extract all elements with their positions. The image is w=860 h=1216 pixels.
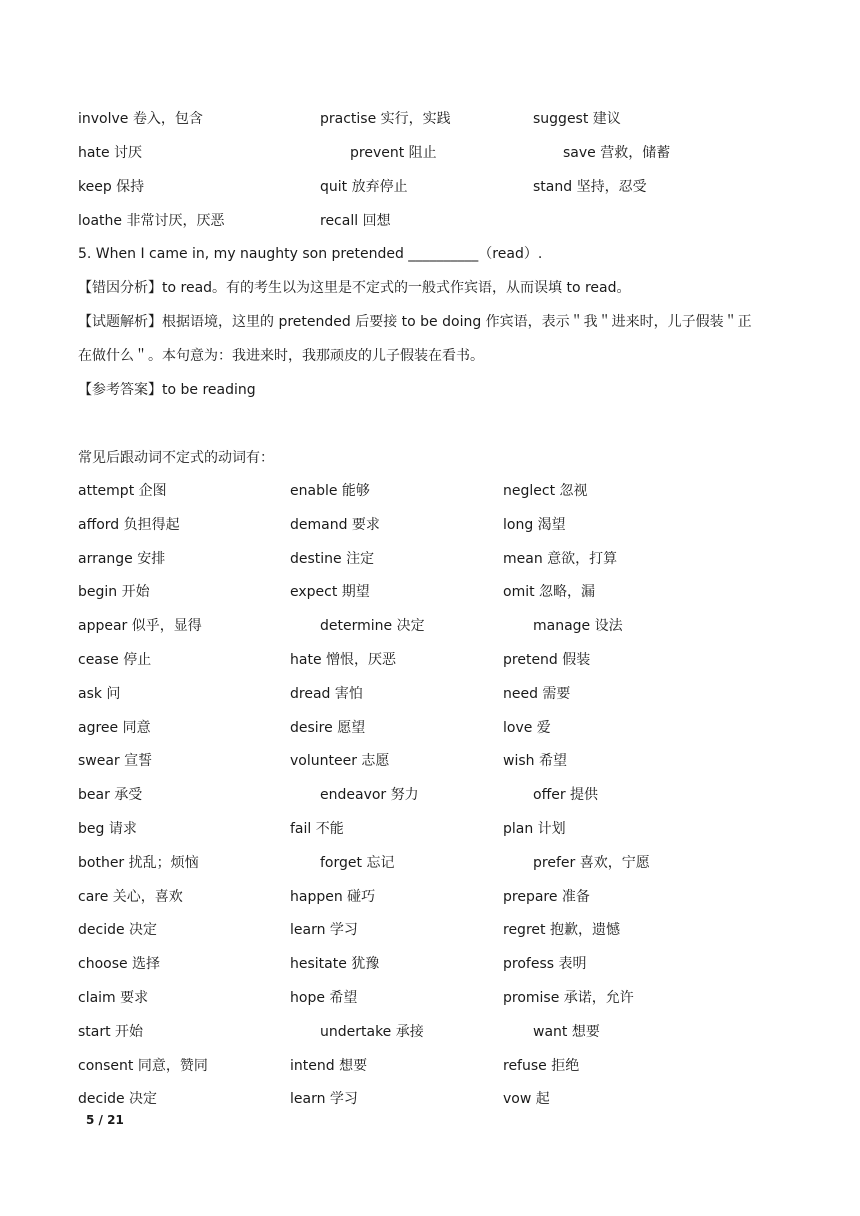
vocab-entry: hope 希望 <box>290 990 358 1006</box>
vocab-entry: mean 意欲，打算 <box>503 550 618 567</box>
vocab-entry: start 开始 <box>78 1023 144 1040</box>
vocab-entry: need 需要 <box>503 685 571 702</box>
vocab-entry: intend 想要 <box>290 1057 368 1074</box>
analysis-line-2: 在做什么＂。本句意为：我进来时，我那顽皮的儿子假装在看书。 <box>78 348 484 364</box>
vocab-entry: undertake 承接 <box>320 1023 424 1040</box>
error-analysis: 【错因分析】to read。有的考生以为这里是不定式的一般式作宾语，从而误填 to read。 <box>78 280 631 296</box>
vocab-entry: claim 要求 <box>78 990 149 1006</box>
vocab-entry: arrange 安排 <box>78 550 166 567</box>
vocab-entry: fail 不能 <box>290 821 344 837</box>
vocab-entry: care 关心，喜欢 <box>78 888 183 905</box>
vocab-entry: attempt 企图 <box>78 483 167 499</box>
vocab-entry: practise 实行，实践 <box>320 111 451 127</box>
vocab-entry: prefer 喜欢，宁愿 <box>533 854 650 871</box>
vocab-entry: prevent 阻止 <box>350 145 437 161</box>
vocab-entry: beg 请求 <box>78 821 137 837</box>
vocab-entry: save 营救，储蓄 <box>563 145 671 161</box>
vocab-entry: profess 表明 <box>503 956 587 973</box>
vocab-entry: happen 碰巧 <box>290 888 376 905</box>
vocab-entry: demand 要求 <box>290 516 380 533</box>
vocab-entry: choose 选择 <box>78 956 161 973</box>
vocab-entry: dread 害怕 <box>290 685 363 702</box>
vocab-entry: learn 学习 <box>290 1091 358 1108</box>
vocab-entry: afford 负担得起 <box>78 516 180 533</box>
vocab-entry: destine 注定 <box>290 550 375 567</box>
vocab-entry: cease 停止 <box>78 652 152 668</box>
page-number: 5 / 21 <box>86 1113 124 1127</box>
vocab-entry: omit 忽略，漏 <box>503 584 596 601</box>
vocab-entry: recall 回想 <box>320 213 391 229</box>
vocab-entry: pretend 假装 <box>503 652 591 668</box>
vocab-entry: offer 提供 <box>533 787 599 804</box>
vocab-entry: consent 同意，赞同 <box>78 1057 208 1074</box>
vocab-entry: vow 起 <box>503 1091 550 1108</box>
vocab-entry: promise 承诺，允许 <box>503 990 634 1006</box>
vocab-entry: learn 学习 <box>290 922 358 939</box>
vocab-entry: decide 决定 <box>78 922 158 939</box>
vocab-entry: plan 计划 <box>503 821 566 837</box>
vocab-entry: loathe 非常讨厌，厌恶 <box>78 213 225 229</box>
vocab-entry: hate 讨厌 <box>78 145 143 161</box>
vocab-entry: wish 希望 <box>503 753 567 770</box>
vocab-entry: agree 同意 <box>78 719 151 736</box>
reference-answer: 【参考答案】to be reading <box>78 382 256 398</box>
vocab-entry: neglect 忽视 <box>503 483 588 499</box>
vocab-entry: love 爱 <box>503 719 551 736</box>
vocab-entry: stand 坚持，忍受 <box>533 179 647 195</box>
vocab-entry: decide 决定 <box>78 1091 158 1108</box>
vocab-entry: volunteer 志愿 <box>290 753 390 770</box>
vocab-entry: quit 放弃停止 <box>320 179 408 195</box>
vocab-entry: determine 决定 <box>320 618 425 635</box>
vocab-entry: want 想要 <box>533 1023 600 1040</box>
analysis-line-1: 【试题解析】根据语境，这里的 pretended 后要接 to be doing 作宾语，表示＂我＂进来时，儿子假装＂正 <box>78 314 752 330</box>
vocab-entry: regret 抱歉，遗憾 <box>503 922 620 939</box>
vocab-entry: desire 愿望 <box>290 719 366 736</box>
vocab-entry: begin 开始 <box>78 584 150 601</box>
vocab-entry: long 渴望 <box>503 516 566 533</box>
question-text: 5. When I came in, my naughty son pretended __________（read）. <box>78 246 543 262</box>
vocab-entry: manage 设法 <box>533 618 623 635</box>
vocab-entry: bear 承受 <box>78 787 143 804</box>
vocab-entry: keep 保持 <box>78 179 145 195</box>
vocab-entry: refuse 拒绝 <box>503 1057 580 1074</box>
vocab-entry: endeavor 努力 <box>320 787 419 804</box>
vocab-entry: appear 似乎，显得 <box>78 618 202 635</box>
section-title: 常见后跟动词不定式的动词有： <box>78 450 274 466</box>
vocab-entry: forget 忘记 <box>320 854 395 871</box>
vocab-entry: swear 宣誓 <box>78 753 153 770</box>
vocab-entry: enable 能够 <box>290 483 370 499</box>
vocab-entry: ask 问 <box>78 685 121 702</box>
vocab-entry: involve 卷入，包含 <box>78 111 203 127</box>
vocab-entry: expect 期望 <box>290 584 370 601</box>
vocab-entry: bother 扰乱；烦恼 <box>78 854 199 871</box>
vocab-entry: hesitate 犹豫 <box>290 956 380 973</box>
vocab-entry: prepare 准备 <box>503 888 590 905</box>
vocab-entry: hate 憎恨，厌恶 <box>290 652 397 668</box>
vocab-entry: suggest 建议 <box>533 111 621 127</box>
